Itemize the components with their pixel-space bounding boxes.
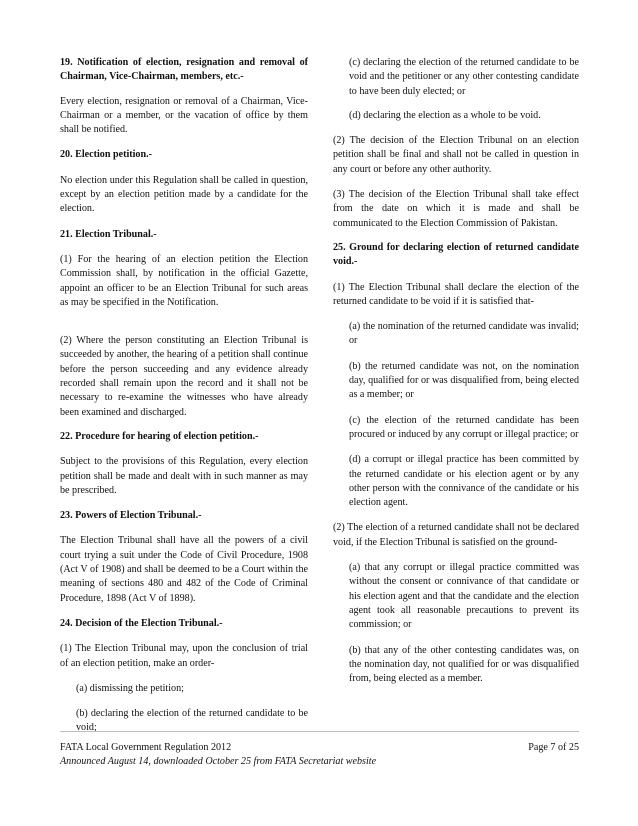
- section-19-heading: 19. Notification of election, resignation and removal of Chairman, Vice-Chairman, members, etc.-: [60, 57, 308, 83]
- section-19-text: Every election, resignation or removal of a Chairman, Vice-Chairman or a member, or the vacation of office by them shall be notified.: [60, 95, 308, 136]
- section-21-para-2: (2) Where the person constituting an Election Tribunal is succeeded by another, the hearing of a petition shall continue before the person succeeding and any evidence already recorded shall remain upon the record and it shall not be necessary to re-examine the witnesses who have already been examined and discharged.: [60, 335, 308, 418]
- footer-divider: [60, 731, 579, 732]
- section-24-item-a: (a) dismissing the petition;: [76, 682, 184, 694]
- page-number: Page 7 of 25: [528, 742, 579, 753]
- footer-note: Announced August 14, downloaded October 25 from FATA Secretariat website: [60, 756, 377, 767]
- section-25-2-item-a: (a) that any corrupt or illegal practice committed was without the consent or connivance of that candidate or his election agent and that the candidate and the election agent took all reasonable precautions to prevent its commission; or: [349, 562, 579, 631]
- left-column: [60, 56, 308, 736]
- section-25-2-item-b: (b) that any of the other contesting candidates was, on the nomination day, not qualified for or was disqualified from, being elected as a member.: [349, 644, 579, 685]
- section-22-text: Subject to the provisions of this Regulation, every election petition shall be made and dealt with in such manner as may be prescribed.: [60, 456, 308, 496]
- section-24-item-d: (d) declaring the election as a whole to be void.: [349, 109, 541, 121]
- section-21-para-1: (1) For the hearing of an election petition the Election Commission shall, by notification in the official Gazette, appoint an officer to be an Election Tribunal for such areas as may be specified in the Notification.: [60, 253, 308, 308]
- section-20-heading: 20. Election petition.-: [60, 149, 152, 161]
- section-24-para-1: (1) The Election Tribunal may, upon the conclusion of trial of an election petition, make an order-: [60, 643, 308, 669]
- section-25-heading: 25. Ground for declaring election of returned candidate void.-: [333, 241, 579, 268]
- section-24-para-3: (3) The decision of the Election Tribunal shall take effect from the date on which it is made and shall be communicated to the Election Commission of Pakistan.: [333, 189, 579, 229]
- section-25-item-d: (d) a corrupt or illegal practice has been committed by the returned candidate or his election agent or by any other person with the connivance of the candidate or his election agent.: [349, 454, 579, 509]
- section-24-item-c: (c) declaring the election of the returned candidate to be void and the petitioner or any other contesting candidate to have been duly elected; or: [349, 57, 579, 97]
- section-25-item-c: (c) the election of the returned candidate has been procured or induced by any corrupt or illegal practice; or: [349, 414, 579, 440]
- section-25-item-a: (a) the nomination of the returned candidate was invalid; or: [349, 321, 579, 347]
- section-21-heading: 21. Election Tribunal.-: [60, 228, 157, 240]
- section-24-item-b: (b) declaring the election of the returned candidate to be void;: [76, 708, 308, 734]
- section-24-heading: 24. Decision of the Election Tribunal.-: [60, 617, 223, 629]
- section-25-item-b: (b) the returned candidate was not, on the nomination day, qualified for or was disqualified from, being elected as a member; or: [349, 360, 579, 401]
- footer-title: FATA Local Government Regulation 2012: [60, 742, 232, 753]
- section-23-heading: 23. Powers of Election Tribunal.-: [60, 510, 202, 522]
- section-22-heading: 22. Procedure for hearing of election petition.-: [60, 430, 259, 442]
- section-23-text: The Election Tribunal shall have all the powers of a civil court trying a suit under the Code of Civil Procedure, 1908 (Act V of 1908) and shall be deemed to be a Court within the meaning of sections 480 and 482 of the Code of Criminal Procedure, 1898 (Act V of 1898).: [60, 535, 308, 604]
- section-24-para-2: (2) The decision of the Election Tribunal on an election petition shall be final and shall not be called in question in any court or before any other authority.: [333, 135, 579, 175]
- section-25-para-1: (1) The Election Tribunal shall declare the election of the returned candidate to be void if it is satisfied that-: [333, 281, 579, 307]
- right-column: [333, 56, 579, 686]
- section-20-text: No election under this Regulation shall be called in question, except by an election petition made by a candidate for the election.: [60, 174, 308, 215]
- section-25-para-2: (2) The election of a returned candidate shall not be declared void, if the Election Tribunal is satisfied on the ground-: [333, 522, 579, 548]
